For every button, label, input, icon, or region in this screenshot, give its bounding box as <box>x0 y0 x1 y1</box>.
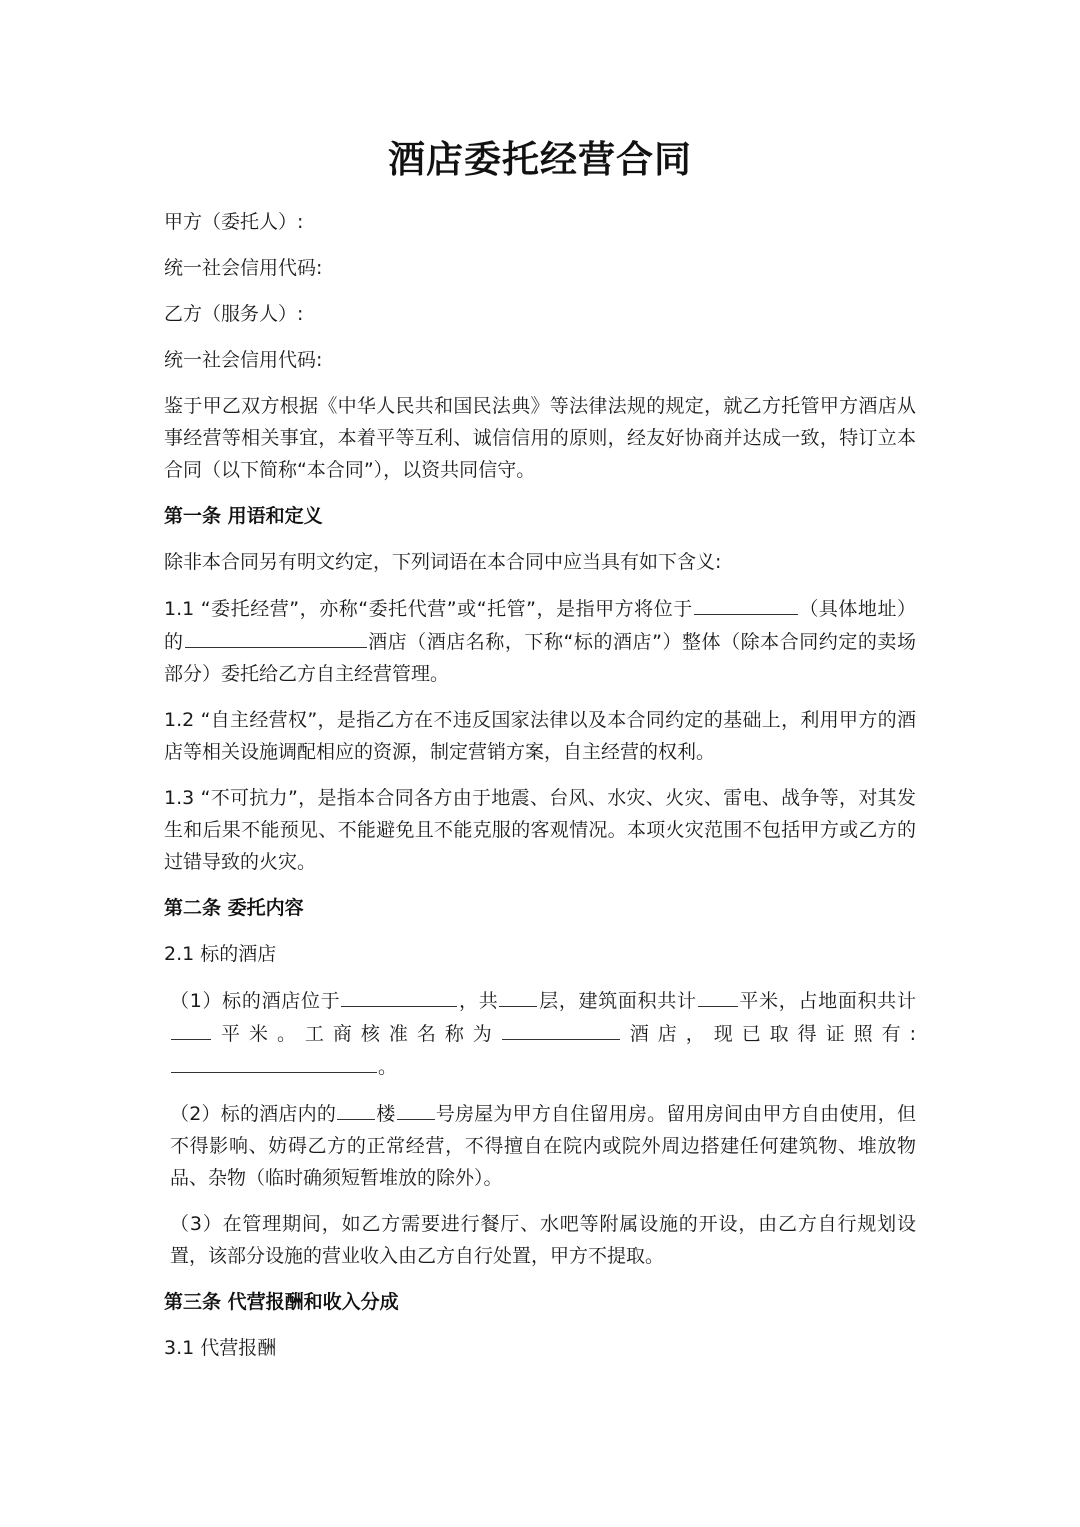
clause-1-3: 1.3 “不可抗力”，是指本合同各方由于地震、台风、水灾、火灾、雷电、战争等，对其发生和后果不能预见、不能避免且不能克服的客观情况。本项火灾范围不包括甲方或乙方的过错导致的火灾。 <box>164 787 916 873</box>
item-1-text-f: 酒店，现已取得证照有: <box>620 1023 916 1045</box>
location-blank <box>341 984 457 1007</box>
item-1-text-a: （1）标的酒店位于 <box>170 990 341 1012</box>
article-1-heading: 第一条 用语和定义 <box>164 505 323 527</box>
document-body <box>164 134 916 1378</box>
article-2-heading: 第二条 委托内容 <box>164 897 304 919</box>
licenses-blank <box>171 1050 377 1073</box>
clause-2-1: 2.1 标的酒店 <box>164 943 277 965</box>
article-1-intro: 除非本合同另有明文约定，下列词语在本合同中应当具有如下含义: <box>164 551 722 573</box>
party-a-line: 甲方（委托人）: <box>164 211 304 233</box>
item-1-text-e: 平米。工商核准名称为 <box>212 1023 501 1045</box>
clause-2-1-item-1 <box>164 984 916 1083</box>
clause-1-1 <box>164 592 916 690</box>
land-area-blank <box>171 1017 211 1040</box>
item-1-text-b: ，共 <box>458 990 499 1012</box>
item-1-text-g: 。 <box>378 1056 398 1078</box>
floors-blank <box>499 984 537 1007</box>
building-area-blank <box>698 984 738 1007</box>
article-3-heading: 第三条 代营报酬和收入分成 <box>164 1291 399 1313</box>
party-b-line: 乙方（服务人）: <box>164 303 304 325</box>
clause-2-1-item-3: （3）在管理期间，如乙方需要进行餐厅、水吧等附属设施的开设，由乙方自行规划设置，该部分设施的营业收入由乙方自行处置，甲方不提取。 <box>170 1213 916 1267</box>
item-2-text-a: （2）标的酒店内的 <box>170 1103 337 1125</box>
address-blank <box>694 592 798 615</box>
preamble-paragraph: 鉴于甲乙双方根据《中华人民共和国民法典》等法律法规的规定，就乙方托管甲方酒店从事经营等相关事宜，本着平等互利、诚信信用的原则，经友好协商并达成一致，特订立本合同（以下简称“本合同”），以资共同信守。 <box>164 395 916 481</box>
clause-1-1-text-a: 1.1 “委托经营”，亦称“委托代营”或“托管”，是指甲方将位于 <box>164 598 693 620</box>
clause-1-1-text-c: 酒店（酒店名称，下称“标的酒店”）整体（除本合同约定的卖场部分）委托给乙方自主经营管理。 <box>164 631 916 685</box>
registered-name-blank <box>502 1017 620 1040</box>
party-a-credit-code-line: 统一社会信用代码: <box>164 257 323 279</box>
room-no-blank <box>397 1097 435 1120</box>
building-no-blank <box>337 1097 375 1120</box>
item-2-text-c: 号房屋为甲方自住留用房。留用房间由甲方自由使用，但不得影响、妨碍乙方的正常经营，不得擅自在院内或院外周边搭建任何建筑物、堆放物品、杂物（临时确须短暂堆放的除外）。 <box>170 1103 916 1189</box>
clause-2-1-item-2 <box>164 1097 916 1194</box>
clause-1-1-text-b: （具体地址）的 <box>164 598 916 653</box>
document-title: 酒店委托经营合同 <box>388 138 692 181</box>
clause-1-2: 1.2 “自主经营权”，是指乙方在不违反国家法律以及本合同约定的基础上，利用甲方的酒店等相关设施调配相应的资源，制定营销方案，自主经营的权利。 <box>164 709 916 763</box>
item-1-text-d: 平米，占地面积共计 <box>738 990 916 1012</box>
party-b-credit-code-line: 统一社会信用代码: <box>164 349 323 371</box>
hotel-name-blank <box>185 625 367 648</box>
clause-3-1: 3.1 代营报酬 <box>164 1337 277 1359</box>
item-1-text-c: 层，建筑面积共计 <box>538 990 697 1012</box>
item-2-text-b: 楼 <box>376 1103 396 1125</box>
